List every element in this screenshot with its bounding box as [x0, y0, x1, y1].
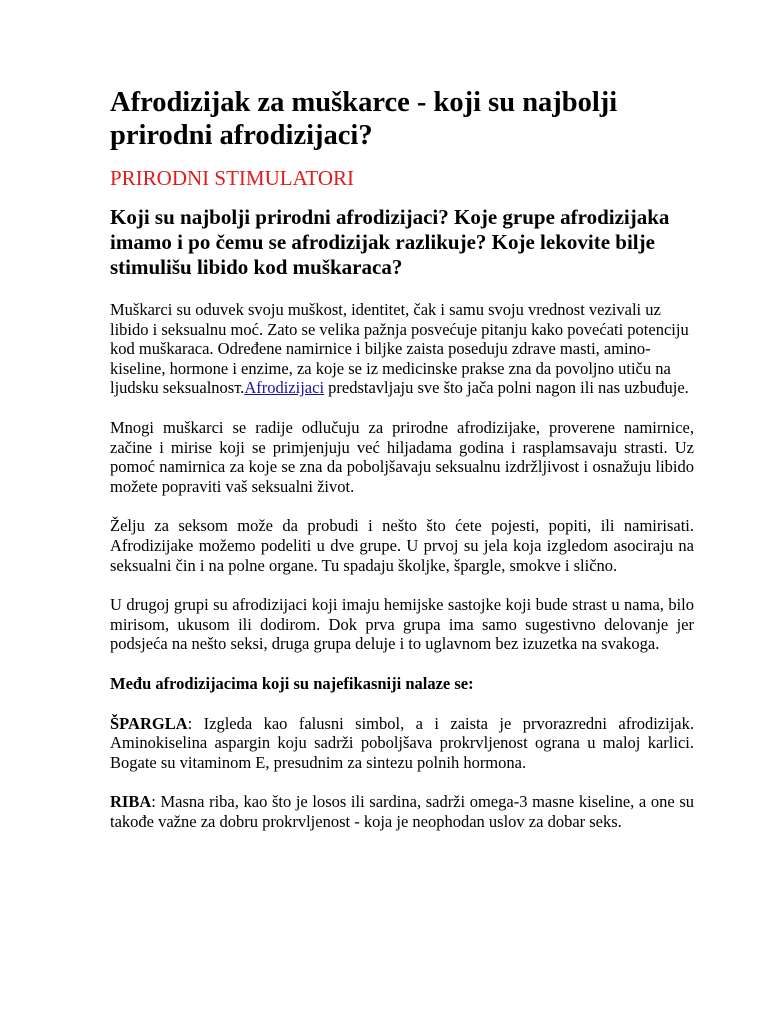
- item-term: RIBA: [110, 792, 152, 812]
- intro-paragraph: [110, 300, 694, 398]
- section-subtitle: PRIRODNI STIMULATORI: [110, 166, 355, 190]
- list-item: [110, 792, 694, 831]
- paragraph-groups: Želju za seksom može da probudi i nešto što ćete pojesti, popiti, ili namirisati. Afrodizijake možemo podeliti u dve grupe. U prvoj su jela koja izgledom asociraju na seksualni čin i na polne organe. Tu spadaju školjke, špargle, smokve i slično.: [110, 516, 694, 575]
- intro-text: Muškarci su oduvek svoju muškost, identitet, čak i samu svoju vrednost vezivali uz libido i seksualnu moć. Zato se velika pažnja posvećuje pitanju kako povećati potenciju kod muškaraca. Određene namirnice i biljke zaista poseduju zdrave masti, amino-kiseline, hormone i enzime, za koje se iz medicinske prakse zna da povoljno utiču na ljudsku seksualnosт.: [110, 300, 689, 398]
- item-text: : Izgleda kao falusni simbol, a i zaista je prvorazredni afrodizijak. Aminokiselina aspargin koju sadrži poboljšava prokrvljenost ograna u maloj karlici. Bogate su vitaminom E, presudnim za sintezu polnih hormona.: [110, 713, 694, 772]
- paragraph-natural-aphrodisiacs: Mnogi muškarci se radije odlučuju za prirodne afrodizijake, proverene namirnice, začine i mirise koji se primjenjuju već hiljadama godina i rasplamsavaju strasti. Uz pomoć namirnica za koje se zna da poboljšavaju seksualnu izdržljivost i osnažuju libido možete popraviti vaš seksualni život.: [110, 417, 694, 496]
- lead-questions: Koji su najbolji prirodni afrodizijaci? Koje grupe afrodizijaka imamo i po čemu se afrodizijak razlikuje? Koje lekovite bilje stimulišu libido kod muškaraca?: [110, 205, 670, 279]
- item-text: : Masna riba, kao što je losos ili sardina, sadrži omega-3 masne kiseline, a one su takođe važne za dobru prokrvljenost - koja je neophodan uslov za dobar seks.: [110, 792, 694, 831]
- document-title: Afrodizijak za muškarce - koji su najbolji prirodni afrodizijaci?: [110, 87, 618, 151]
- list-item: [110, 714, 694, 773]
- intro-text-end: predstavljaju sve što jača polni nagon ili nas uzbuđuje.: [324, 378, 689, 398]
- paragraph-second-group: U drugoj grupi su afrodizijaci koji imaju hemijske sastojke koji bude strast u nama, bilo mirisom, ukusom ili dodirom. Dok prva grupa ima samo sugestivno delovanje jer podsjeća na nešto seksi, druga grupa deluje i to uglavnom bez izuzetka na svakoga.: [110, 595, 694, 654]
- list-heading: Među afrodizijacima koji su najefikasniji nalaze se:: [110, 673, 474, 693]
- item-term: ŠPARGLA: [110, 713, 188, 733]
- afrodizijaci-link[interactable]: Afrodizijaci: [244, 378, 325, 398]
- document-page: [110, 86, 694, 851]
